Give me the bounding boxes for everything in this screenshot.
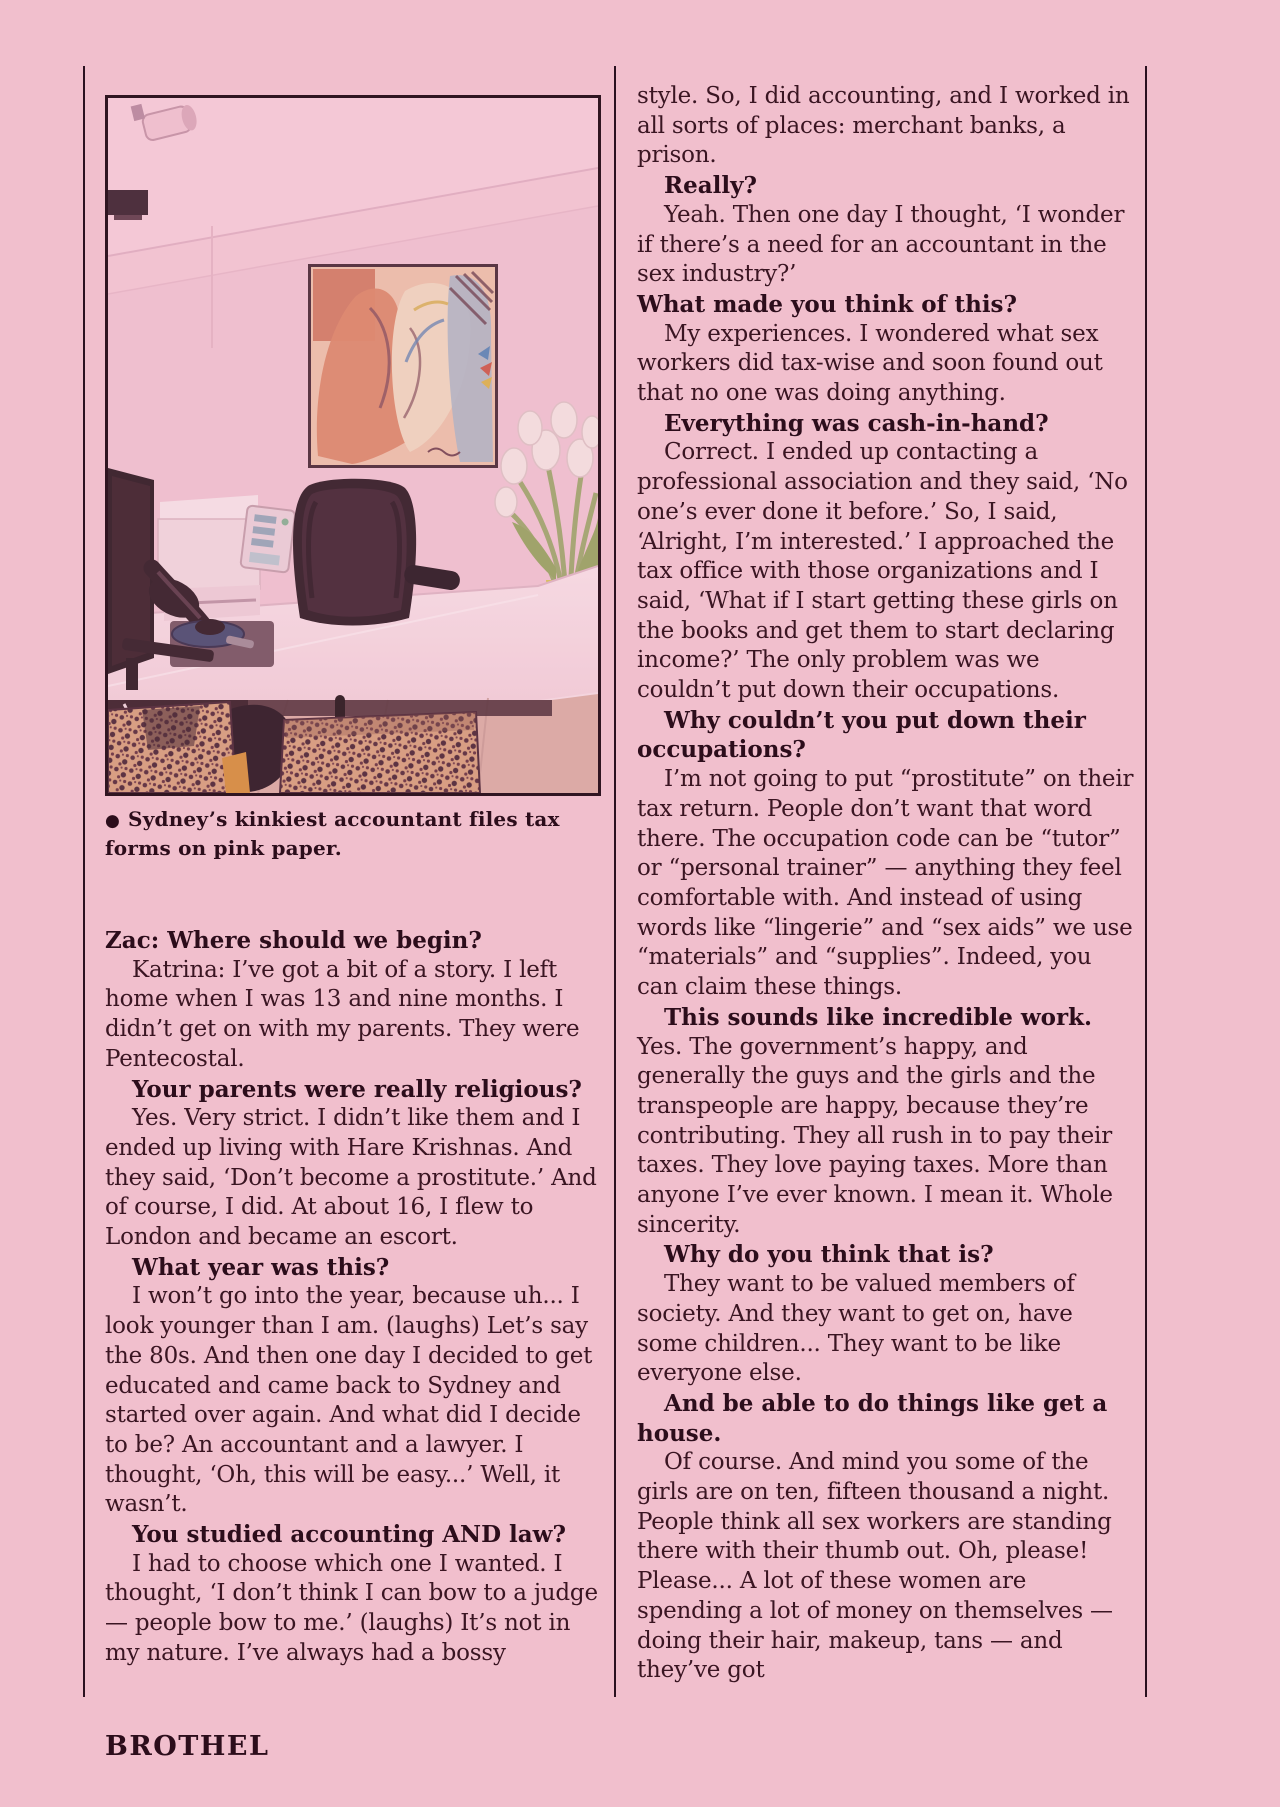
interview-answer: I’m not going to put “prostitute” on their tax return. People don’t want that word there. The occupation code can be “tutor” or “personal trainer” — anything they feel comfortable with. And instead of using words like “lingerie” and “sex aids” we use “materials” and “supplies”. Indeed, you can claim these things. xyxy=(637,766,1134,1001)
article-column-right xyxy=(637,82,1137,1686)
interview-question: And be able to do things like get a house. xyxy=(637,1389,1108,1447)
office-photo xyxy=(105,95,601,796)
caption-bullet-icon: ● xyxy=(105,811,121,831)
interview-question: You studied accounting AND law? xyxy=(132,1521,566,1549)
interview-question: Everything was cash-in-hand? xyxy=(664,409,1049,437)
interview-answer: Yeah. Then one day I thought, ‘I wonder if there’s a need for an accountant in the sex industry?’ xyxy=(637,201,1125,288)
interview-question: Really? xyxy=(664,172,757,200)
interview-answer: I had to choose which one I wanted. I thought, ‘I don’t think I can bow to a judge — people bow to me.’ (laughs) It’s not in my nature. I’ve always had a bossy xyxy=(105,1550,598,1666)
article-column-left xyxy=(105,926,610,1669)
interview-answer: Correct. I ended up contacting a professional association and they said, ‘No one’s ever done it before.’ So, I said, ‘Alright, I’m interested.’ I approached the tax office with those organizations and I said, ‘What if I start getting these girls on the books and get them to start declaring income?’ The only problem was we couldn’t put down their occupations. xyxy=(637,439,1128,704)
interview-question: Why couldn’t you put down their occupations? xyxy=(637,706,1086,764)
interview-answer: Yes. The government’s happy, and generally the guys and the girls and the transpeople are happy, because they’re contributing. They all rush in to pay their taxes. They love paying taxes. More than anyone I’ve ever known. I mean it. Whole sincerity. xyxy=(637,1033,1113,1238)
interview-answer: Katrina: I’ve got a bit of a story. I left home when I was 13 and nine months. I didn’t get on with my parents. They were Pentecostal. xyxy=(105,956,580,1072)
page-rule-left xyxy=(83,66,85,1697)
interview-answer: Yes. Very strict. I didn’t like them and I ended up living with Hare Krishnas. And they said, ‘Don’t become a prostitute.’ And of course, I did. At about 16, I flew to London and became an escort. xyxy=(105,1105,597,1251)
interview-question: What made you think of this? xyxy=(637,290,1017,318)
interview-question: What year was this? xyxy=(132,1253,390,1281)
office-photo-illustration xyxy=(108,98,598,793)
interview-answer: My experiences. I wondered what sex workers did tax-wise and soon found out that no one was doing anything. xyxy=(637,320,1103,407)
page-rule-right xyxy=(1145,66,1147,1697)
pink-tint-overlay xyxy=(108,98,598,793)
interview-question: Your parents were really religious? xyxy=(132,1075,582,1103)
interview-question: Why do you think that is? xyxy=(664,1241,994,1269)
photo-caption xyxy=(105,806,591,862)
interview-answer: I won’t go into the year, because uh... I look younger than I am. (laughs) Let’s say the 80s. And then one day I decided to get educated and came back to Sydney and started over again. And what did I decide to be? An accountant and a lawyer. I thought, ‘Oh, this will be easy...’ Well, it wasn’t. xyxy=(105,1283,593,1518)
photo-caption-text: Sydney’s kinkiest accountant files tax forms on pink paper. xyxy=(105,807,560,860)
interview-answer: Of course. And mind you some of the girls are on ten, fifteen thousand a night. People think all sex workers are standing there with their thumb out. Oh, please! Please... A lot of these women are spending a lot of money on themselves — doing their hair, makeup, tans — and they’ve got xyxy=(637,1449,1113,1684)
footer-title: BROTHEL xyxy=(105,1731,270,1762)
interview-answer: They want to be valued members of society. And they want to get on, have some children... They want to be like everyone else. xyxy=(637,1271,1075,1387)
interview-question: Zac: Where should we begin? xyxy=(105,927,482,954)
interview-answer: style. So, I did accounting, and I worked in all sorts of places: merchant banks, a prison. xyxy=(637,83,1130,169)
interview-question: This sounds like incredible work. xyxy=(664,1003,1093,1031)
column-divider-rule xyxy=(614,66,616,1697)
